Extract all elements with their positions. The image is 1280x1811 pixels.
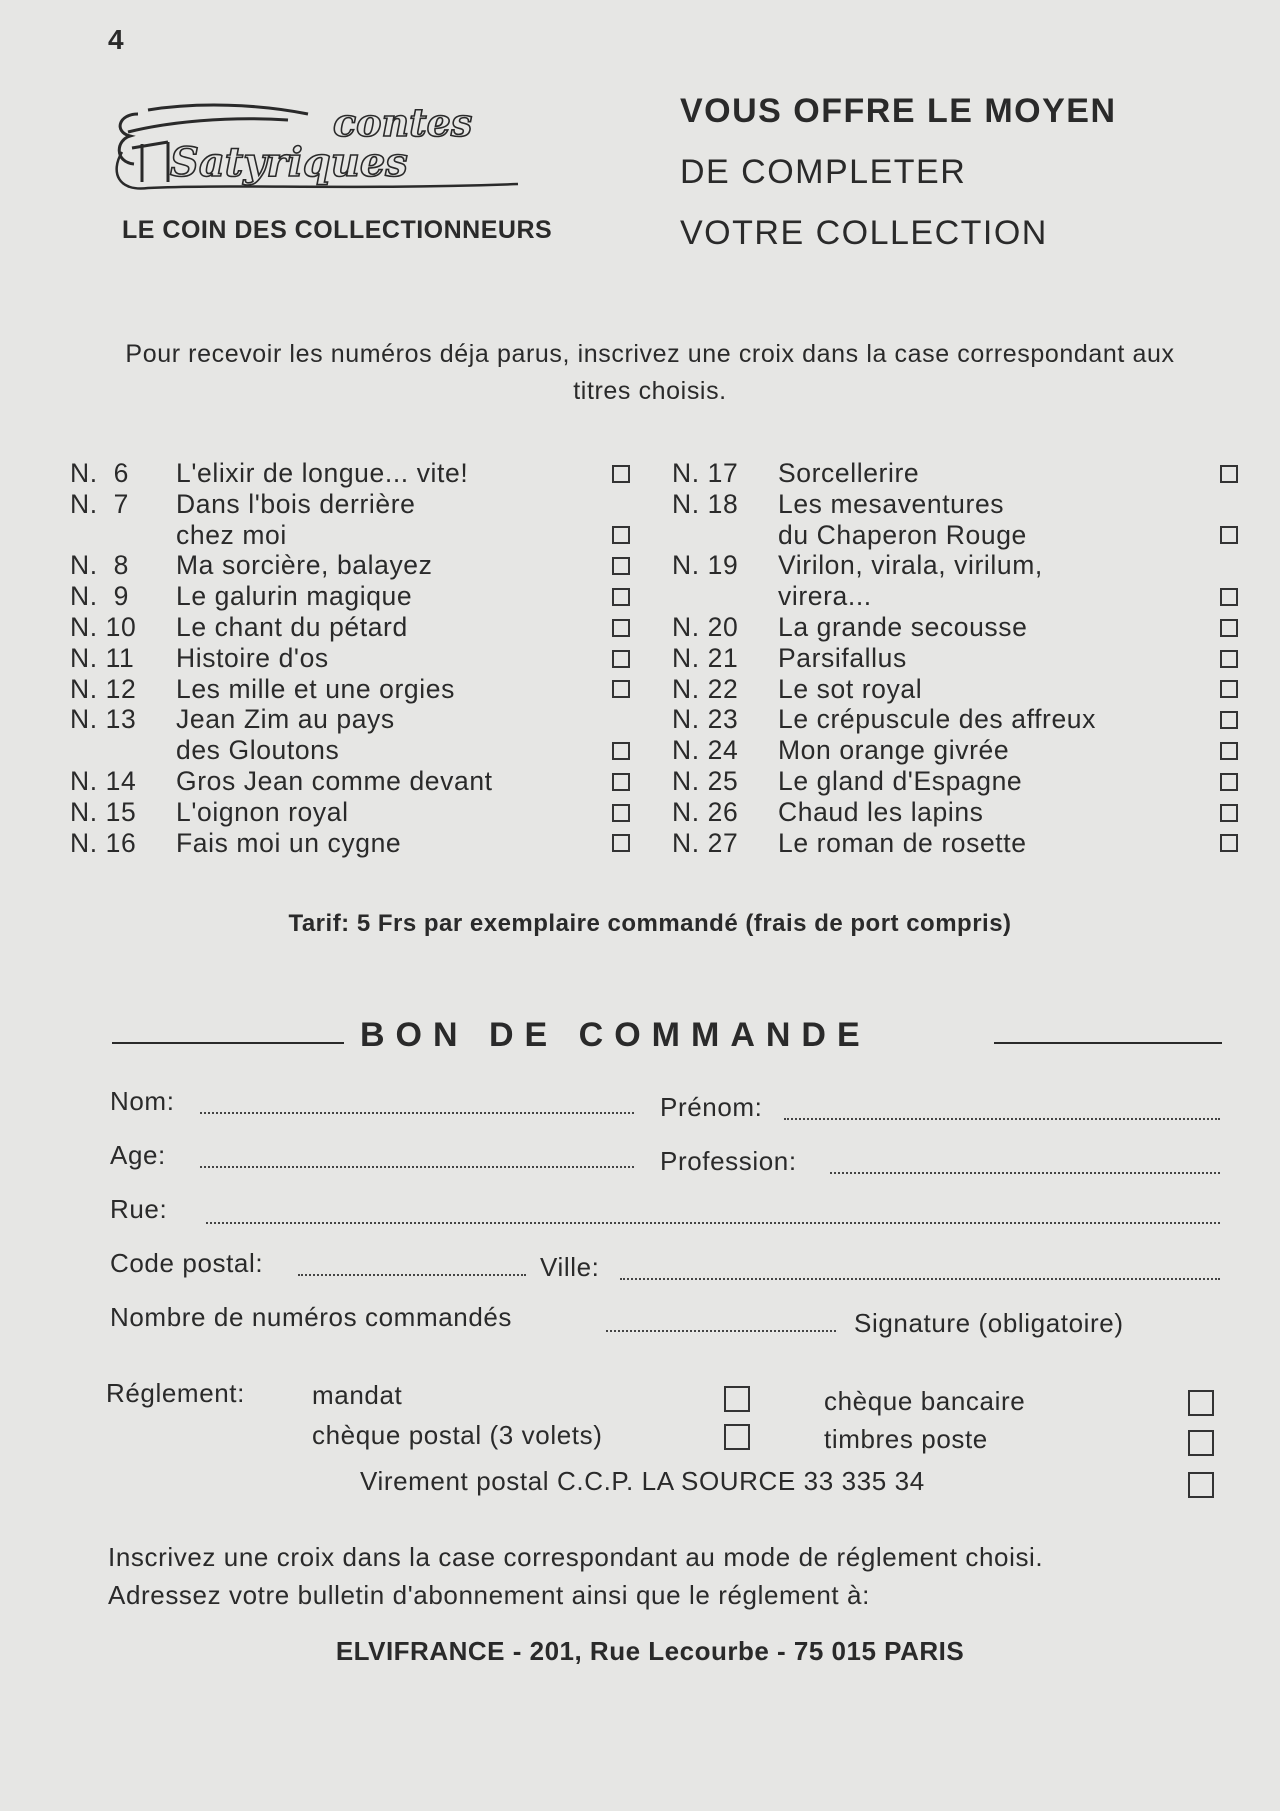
issue-title-line: chez moi	[176, 519, 287, 550]
issue-checkbox[interactable]	[612, 742, 630, 760]
catalog-item	[672, 550, 1232, 612]
issue-title-line: Jean Zim au pays	[176, 704, 395, 735]
catalog-right-column	[672, 458, 1232, 858]
catalog-item	[70, 643, 630, 674]
issue-title-line: Les mille et une orgies	[176, 673, 455, 704]
page-number: 4	[108, 24, 124, 55]
catalog-item	[70, 550, 630, 581]
issue-title-line: virera...	[778, 581, 872, 612]
issue-checkbox[interactable]	[612, 557, 630, 575]
catalog-item	[70, 766, 630, 797]
issue-checkbox[interactable]	[1220, 619, 1238, 637]
issue-number: N. 17	[672, 458, 739, 488]
issue-checkbox[interactable]	[612, 619, 630, 637]
issue-checkbox[interactable]	[612, 526, 630, 544]
issue-title-line: Le roman de rosette	[778, 827, 1027, 858]
issue-title-line: L'elixir de longue... vite!	[176, 458, 469, 488]
section-subtitle: LE COIN DES COLLECTIONNEURS	[122, 216, 553, 244]
rue-label: Rue:	[110, 1194, 168, 1224]
profession-field[interactable]	[830, 1172, 1220, 1174]
issue-checkbox[interactable]	[1220, 742, 1238, 760]
issue-checkbox[interactable]	[1220, 526, 1238, 544]
issue-title-line: Dans l'bois derrière	[176, 488, 416, 519]
catalog-item	[70, 797, 630, 828]
issue-number: N. 13	[70, 704, 137, 735]
issue-title-line: Gros Jean comme devant	[176, 765, 493, 796]
issue-title	[778, 828, 1232, 859]
catalog-item	[672, 797, 1232, 828]
issue-checkbox[interactable]	[1220, 804, 1238, 822]
issue-checkbox[interactable]	[1220, 773, 1238, 791]
catalog-item	[672, 489, 1232, 551]
issue-title-line: Le sot royal	[778, 673, 923, 704]
order-title-rule-left	[112, 1042, 344, 1044]
headline-line-2: DE COMPLETER	[680, 153, 967, 191]
ville-field[interactable]	[620, 1278, 1220, 1280]
order-title-rule-right	[994, 1042, 1222, 1044]
issue-number: N. 27	[672, 827, 739, 858]
issue-number: N. 15	[70, 796, 137, 827]
issue-number: N. 24	[672, 735, 739, 766]
age-label: Age:	[110, 1140, 166, 1170]
issue-number: N. 7	[70, 488, 129, 519]
issue-title	[176, 674, 630, 705]
issue-number: N. 23	[672, 704, 739, 735]
mandat-label: mandat	[312, 1380, 403, 1410]
catalog-left-column	[70, 458, 630, 858]
issue-number: N. 9	[70, 581, 129, 612]
issue-title	[778, 550, 1232, 612]
payment-label: Réglement:	[106, 1378, 245, 1408]
issue-title	[176, 458, 630, 489]
issue-number: N. 12	[70, 673, 137, 704]
issue-title-line: Histoire d'os	[176, 642, 329, 673]
cheque-bancaire-checkbox[interactable]	[1188, 1390, 1214, 1416]
issue-title-line: Ma sorcière, balayez	[176, 550, 433, 581]
catalog-item	[70, 581, 630, 612]
issue-title-line: L'oignon royal	[176, 796, 349, 827]
issue-number: N. 18	[672, 488, 739, 519]
prenom-field[interactable]	[784, 1118, 1220, 1120]
publisher-address: ELVIFRANCE - 201, Rue Lecourbe - 75 015 PARIS	[335, 1636, 965, 1666]
issue-title-line: Virilon, virala, virilum,	[778, 550, 1043, 581]
issue-title	[176, 704, 630, 766]
age-field[interactable]	[200, 1166, 634, 1168]
issue-title-line: des Gloutons	[176, 735, 340, 766]
issue-title	[778, 766, 1232, 797]
catalog-item	[70, 612, 630, 643]
issue-number: N. 21	[672, 642, 739, 673]
catalog-item	[672, 458, 1232, 489]
logo-line1: contes	[333, 100, 473, 145]
catalog-item	[672, 643, 1232, 674]
issue-checkbox[interactable]	[1220, 834, 1238, 852]
timbres-checkbox[interactable]	[1188, 1430, 1214, 1456]
issue-title-line: Chaud les lapins	[778, 796, 984, 827]
issue-title	[778, 643, 1232, 674]
issue-title-line: Les mesaventures	[778, 488, 1005, 519]
headline-line-3: VOTRE COLLECTION	[680, 214, 1048, 252]
issue-title	[176, 766, 630, 797]
issue-checkbox[interactable]	[1220, 680, 1238, 698]
issue-title-line: Parsifallus	[778, 642, 907, 673]
issue-title	[778, 735, 1232, 766]
catalog-item	[70, 489, 630, 551]
nom-field[interactable]	[200, 1112, 634, 1114]
intro-text: Pour recevoir les numéros déja parus, inscrivez une croix dans la case correspondant aux titres choisis.	[125, 340, 1175, 405]
issue-number: N. 20	[672, 611, 739, 642]
issue-title-line: Mon orange givrée	[778, 735, 1010, 766]
issue-checkbox[interactable]	[1220, 650, 1238, 668]
footer-note-2: Adressez votre bulletin d'abonnement ainsi que le réglement à:	[108, 1580, 870, 1610]
issue-number: N. 22	[672, 673, 739, 704]
issue-number: N. 10	[70, 611, 137, 642]
cheque-bancaire-label: chèque bancaire	[824, 1386, 1026, 1416]
issue-title-line: Le crépuscule des affreux	[778, 704, 1096, 735]
catalog-item	[70, 674, 630, 705]
code-postal-label: Code postal:	[110, 1248, 264, 1278]
issue-number: N. 6	[70, 458, 129, 488]
issue-title	[778, 489, 1232, 551]
issue-title-line: Sorcellerire	[778, 458, 920, 488]
catalog-item	[70, 458, 630, 489]
order-form-title: BON DE COMMANDE	[360, 1016, 871, 1054]
issue-title	[778, 612, 1232, 643]
issue-title-line: Le chant du pétard	[176, 611, 408, 642]
issue-title-line: du Chaperon Rouge	[778, 519, 1027, 550]
issue-title-line: Le galurin magique	[176, 581, 413, 612]
issue-checkbox[interactable]	[1220, 465, 1238, 483]
issue-checkbox[interactable]	[612, 804, 630, 822]
catalog-item	[672, 828, 1232, 859]
issue-title	[176, 612, 630, 643]
logo-line2: Satyriques	[170, 139, 408, 186]
issue-checkbox[interactable]	[612, 465, 630, 483]
catalog-item	[70, 828, 630, 859]
issue-checkbox[interactable]	[612, 834, 630, 852]
catalog-item	[672, 704, 1232, 735]
issue-title	[176, 550, 630, 581]
issue-number: N. 25	[672, 765, 739, 796]
cheque-postal-checkbox[interactable]	[724, 1424, 750, 1450]
issue-number: N. 11	[70, 642, 135, 673]
logo-artwork	[108, 92, 538, 202]
catalog-item	[672, 612, 1232, 643]
issue-title	[778, 458, 1232, 489]
issue-title	[176, 489, 630, 551]
nombre-label: Nombre de numéros commandés	[110, 1302, 513, 1332]
cheque-postal-label: chèque postal (3 volets)	[312, 1420, 603, 1450]
issue-title	[176, 828, 630, 859]
issue-title	[176, 581, 630, 612]
nombre-field[interactable]	[606, 1330, 836, 1332]
headline-line-1: VOUS OFFRE LE MOYEN	[680, 92, 1117, 130]
issue-number: N. 26	[672, 796, 739, 827]
ville-label: Ville:	[540, 1252, 600, 1282]
issue-title-line: La grande secousse	[778, 611, 1028, 642]
nom-label: Nom:	[110, 1086, 175, 1116]
issue-title-line: Le gland d'Espagne	[778, 765, 1023, 796]
issue-title	[778, 674, 1232, 705]
code-postal-field[interactable]	[298, 1274, 526, 1276]
issue-title	[778, 704, 1232, 735]
issue-number: N. 16	[70, 827, 137, 858]
timbres-label: timbres poste	[824, 1424, 988, 1454]
contes-satyriques-logo	[108, 92, 538, 202]
virement-label: Virement postal C.C.P. LA SOURCE 33 335 34	[360, 1466, 925, 1496]
issue-checkbox[interactable]	[612, 588, 630, 606]
catalog-item	[672, 766, 1232, 797]
catalog-item	[672, 735, 1232, 766]
issue-checkbox[interactable]	[612, 773, 630, 791]
prenom-label: Prénom:	[660, 1092, 763, 1122]
issue-number: N. 14	[70, 765, 137, 796]
issue-title	[176, 797, 630, 828]
issue-checkbox[interactable]	[1220, 711, 1238, 729]
virement-checkbox[interactable]	[1188, 1472, 1214, 1498]
issue-number: N. 8	[70, 550, 129, 581]
issue-checkbox[interactable]	[1220, 588, 1238, 606]
catalog-item	[672, 674, 1232, 705]
signature-label: Signature (obligatoire)	[854, 1308, 1124, 1338]
profession-label: Profession:	[660, 1146, 797, 1176]
mandat-checkbox[interactable]	[724, 1386, 750, 1412]
rue-field[interactable]	[206, 1222, 1220, 1224]
issue-number: N. 19	[672, 550, 739, 581]
issue-checkbox[interactable]	[612, 680, 630, 698]
catalog-item	[70, 704, 630, 766]
tarif-text: Tarif: 5 Frs par exemplaire commandé (frais de port compris)	[288, 910, 1012, 937]
footer-note-1: Inscrivez une croix dans la case correspondant au mode de réglement choisi.	[108, 1542, 1044, 1572]
issue-title	[778, 797, 1232, 828]
issue-title-line: Fais moi un cygne	[176, 827, 402, 858]
issue-title	[176, 643, 630, 674]
issue-checkbox[interactable]	[612, 650, 630, 668]
